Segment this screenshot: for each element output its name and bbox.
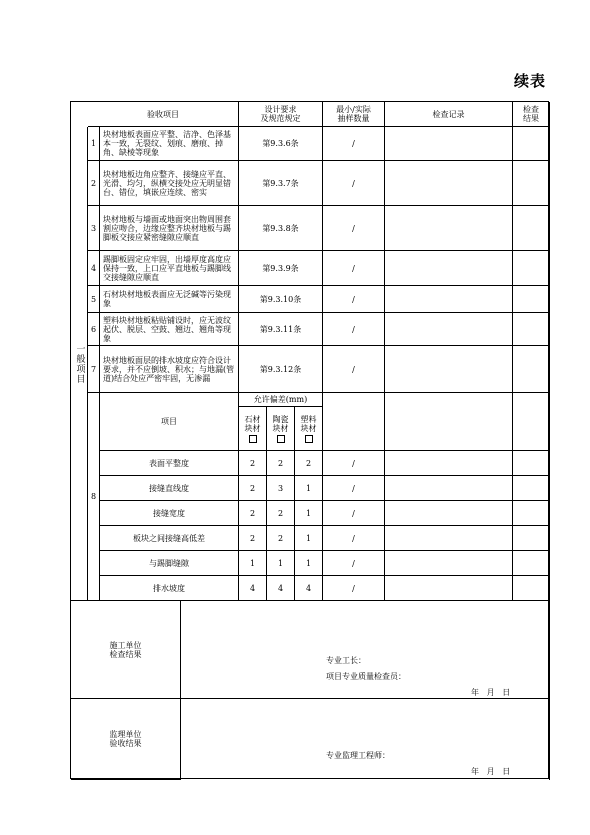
deviation-row-record	[385, 526, 513, 551]
row-check-record	[385, 313, 513, 346]
row-check-record	[385, 346, 513, 393]
construction-unit-area	[181, 601, 550, 699]
row-sample: /	[323, 127, 385, 161]
row-check-result	[513, 251, 550, 286]
deviation-row-value: 1	[267, 551, 295, 576]
material-column	[239, 407, 267, 451]
row-sample: /	[323, 251, 385, 286]
deviation-row-value: 2	[295, 451, 323, 476]
supervision-unit-label: 监理单位 验收结果	[71, 699, 181, 780]
row-clause: 第9.3.7条	[239, 161, 323, 206]
deviation-number: 8	[88, 393, 100, 601]
deviation-row-result	[513, 501, 550, 526]
deviation-row-record	[385, 576, 513, 601]
row-number: 2	[88, 161, 100, 206]
inspection-table	[70, 101, 549, 779]
row-check-result	[513, 161, 550, 206]
row-clause: 第9.3.10条	[239, 286, 323, 313]
deviation-row-value: 3	[267, 476, 295, 501]
header-min-sample: 最小/实际 抽样数量	[323, 102, 385, 127]
deviation-row-result	[513, 551, 550, 576]
row-check-record	[385, 161, 513, 206]
row-number: 4	[88, 251, 100, 286]
deviation-row-sample: /	[323, 476, 385, 501]
deviation-row-record	[385, 451, 513, 476]
deviation-row-value: 4	[295, 576, 323, 601]
supervision-engineer-label: 专业监理工程师：	[326, 751, 390, 760]
material-column	[295, 407, 323, 451]
deviation-row-sample: /	[323, 576, 385, 601]
header-check-result: 检查 结果	[513, 102, 550, 127]
row-clause: 第9.3.9条	[239, 251, 323, 286]
row-item-text: 块材地板与墙面或地面突出物周围套割应吻合，边缘应整齐块材地板与踢脚板交接应紧密缝隙应顺直	[100, 206, 239, 251]
row-sample: /	[323, 286, 385, 313]
page-title: 续表	[514, 72, 547, 90]
material-column	[267, 407, 295, 451]
deviation-row-name: 接缝宽度	[100, 501, 239, 526]
deviation-row-value: 2	[267, 451, 295, 476]
deviation-row-value: 2	[239, 476, 267, 501]
row-check-result	[513, 127, 550, 161]
deviation-record-header	[385, 393, 513, 451]
row-number: 7	[88, 346, 100, 393]
deviation-row-name: 表面平整度	[100, 451, 239, 476]
row-number: 1	[88, 127, 100, 161]
deviation-row-result	[513, 476, 550, 501]
deviation-row-value: 2	[239, 451, 267, 476]
foreman-signature-label: 专业工长：	[326, 656, 366, 665]
row-item-text: 踢脚板固定应牢固，出墙厚度高度应保持一致，上口应平直地板与踢脚线交接缝隙应顺直	[100, 251, 239, 286]
deviation-row-value: 2	[239, 526, 267, 551]
header-item: 验收项目	[88, 102, 239, 127]
material-checkbox[interactable]	[305, 435, 313, 443]
deviation-row-sample: /	[323, 501, 385, 526]
row-check-result	[513, 313, 550, 346]
row-clause: 第9.3.12条	[239, 346, 323, 393]
deviation-row-record	[385, 501, 513, 526]
row-item-text: 石材块材地板表面应无泛碱等污染现象	[100, 286, 239, 313]
row-item-text: 块材地板表面应平整、洁净、色泽基本一致，无裂纹、划痕、磨痕、掉角、缺棱等现象	[100, 127, 239, 161]
row-check-record	[385, 127, 513, 161]
row-item-text: 块材地板面层的排水坡度应符合设计要求，并不应倒坡、积水；与地漏(管道)结合处应严密牢固，无渗漏	[100, 346, 239, 393]
deviation-title: 允许偏差(mm)	[239, 393, 323, 407]
deviation-row-result	[513, 526, 550, 551]
row-sample: /	[323, 161, 385, 206]
deviation-row-record	[385, 551, 513, 576]
row-check-result	[513, 346, 550, 393]
row-check-record	[385, 206, 513, 251]
material-column-label: 陶瓷块材	[272, 414, 289, 433]
deviation-row-sample: /	[323, 526, 385, 551]
material-checkbox[interactable]	[277, 435, 285, 443]
row-sample: /	[323, 313, 385, 346]
supervision-date: 年 月 日	[471, 767, 511, 776]
row-number: 6	[88, 313, 100, 346]
quality-inspector-label: 项目专业质量检查员：	[326, 672, 406, 681]
material-column-label: 塑料块材	[300, 414, 317, 433]
deviation-row-name: 与踢脚缝隙	[100, 551, 239, 576]
deviation-row-value: 1	[239, 551, 267, 576]
row-item-text: 塑料块材地板粘贴铺设时，应无波纹起伏、脱层、空鼓、翘边、翘角等现象	[100, 313, 239, 346]
construction-unit-label: 施工单位 检查结果	[71, 601, 181, 699]
row-sample: /	[323, 206, 385, 251]
deviation-row-value: 1	[295, 551, 323, 576]
deviation-row-value: 4	[239, 576, 267, 601]
deviation-row-value: 2	[267, 526, 295, 551]
deviation-row-value: 1	[295, 526, 323, 551]
row-check-record	[385, 286, 513, 313]
construction-date: 年 月 日	[471, 688, 511, 697]
row-clause: 第9.3.8条	[239, 206, 323, 251]
header-check-record: 检查记录	[385, 102, 513, 127]
deviation-row-name: 接缝直线度	[100, 476, 239, 501]
section-label-general: 一般项目	[71, 127, 88, 601]
deviation-row-result	[513, 451, 550, 476]
header-design-req: 设计要求 及规范规定	[239, 102, 323, 127]
deviation-row-result	[513, 576, 550, 601]
row-clause: 第9.3.11条	[239, 313, 323, 346]
deviation-row-record	[385, 476, 513, 501]
deviation-result-header	[513, 393, 550, 451]
row-item-text: 块材地板边角应整齐、接缝应平直、光滑、均匀，纵横交接处应无明显错台、错位，填嵌应连续、密实	[100, 161, 239, 206]
material-checkbox[interactable]	[249, 435, 257, 443]
deviation-item-label: 项目	[100, 393, 239, 451]
row-check-record	[385, 251, 513, 286]
row-clause: 第9.3.6条	[239, 127, 323, 161]
deviation-row-value: 2	[239, 501, 267, 526]
material-column-label: 石材块材	[244, 414, 261, 433]
row-check-result	[513, 286, 550, 313]
deviation-row-name: 排水坡度	[100, 576, 239, 601]
deviation-row-value: 1	[295, 476, 323, 501]
deviation-row-value: 1	[295, 501, 323, 526]
row-number: 5	[88, 286, 100, 313]
row-sample: /	[323, 346, 385, 393]
row-check-result	[513, 206, 550, 251]
deviation-row-sample: /	[323, 551, 385, 576]
deviation-row-sample: /	[323, 451, 385, 476]
deviation-row-name: 板块之间接缝高低差	[100, 526, 239, 551]
deviation-row-value: 2	[267, 501, 295, 526]
row-number: 3	[88, 206, 100, 251]
deviation-row-value: 4	[267, 576, 295, 601]
deviation-sample-header	[323, 393, 385, 451]
